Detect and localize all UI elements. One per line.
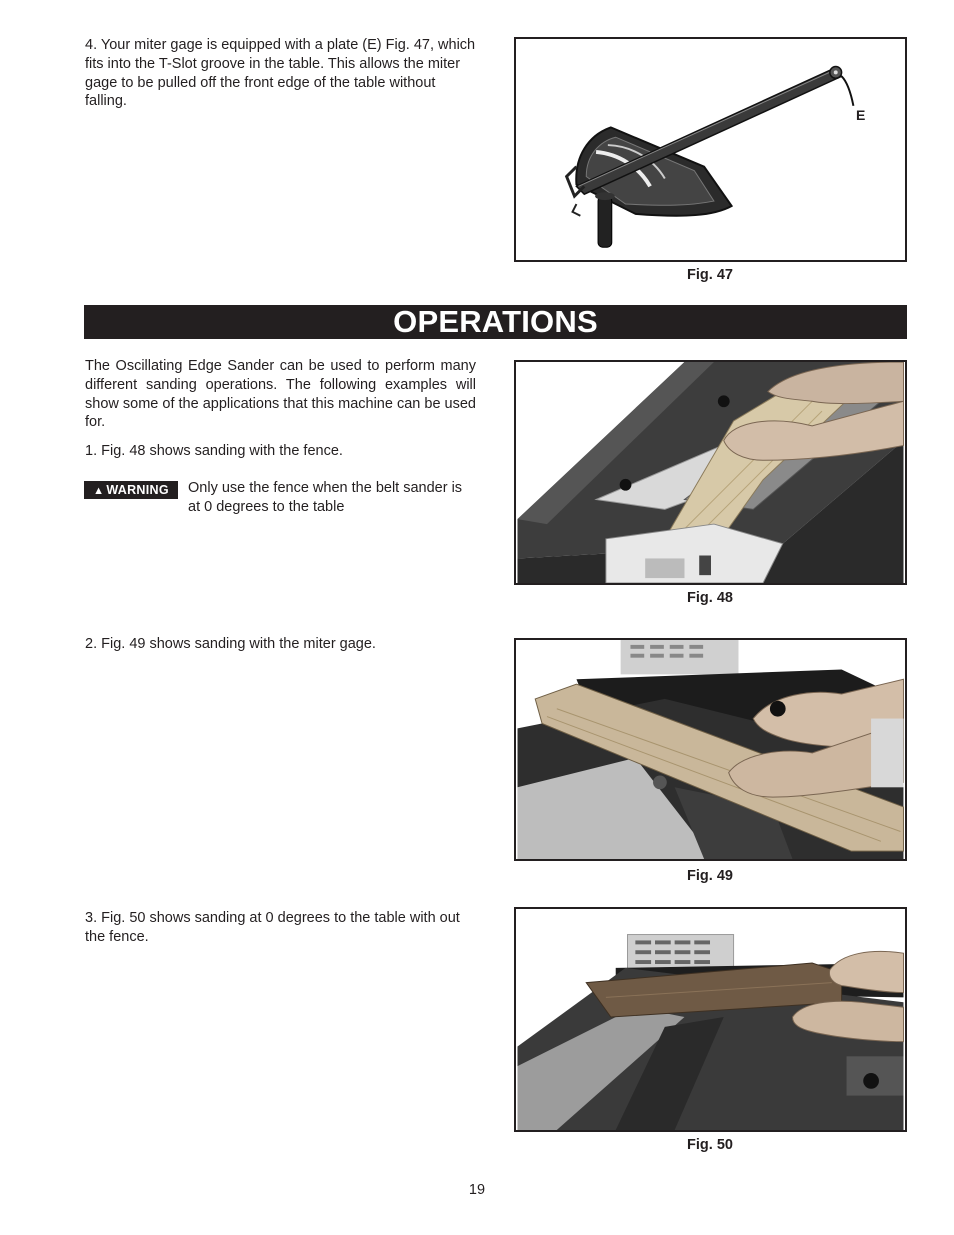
page-number: 19 <box>468 1182 486 1198</box>
step-4-text: 4. Your miter gage is equipped with a plate (E) Fig. 47, which fits into the T-Slot groove in the table. This allows the miter gage to be pulled off the front edge of the table without falling. <box>85 37 476 110</box>
warning-triangle-icon: ▲ <box>93 485 105 497</box>
warning-text: Only use the fence when the belt sander is at 0 degrees to the table <box>188 480 463 515</box>
miter-gage-illustration <box>516 39 905 260</box>
figure-47-callout-e: E <box>856 107 866 123</box>
miter-gage-sanding-illustration <box>516 640 905 859</box>
figure-48-photo <box>514 360 907 585</box>
intro-text: The Oscillating Edge Sander can be used to perform many different sanding operations. The following examples will show some of the applications that this machine can be used for. <box>85 358 476 431</box>
figure-47-miter-gage <box>514 37 907 262</box>
section-title-banner: OPERATIONS <box>84 305 907 339</box>
figure-49-photo <box>514 638 907 861</box>
fence-sanding-illustration <box>516 362 905 583</box>
figure-50-caption: Fig. 50 <box>687 1137 733 1153</box>
step-2-text: 2. Fig. 49 shows sanding with the miter gage. <box>85 636 376 652</box>
warning-badge <box>84 481 178 499</box>
zero-degree-sanding-illustration <box>516 909 905 1130</box>
step-3-text: 3. Fig. 50 shows sanding at 0 degrees to the table with out the fence. <box>85 910 460 945</box>
warning-badge-label: WARNING <box>106 483 169 497</box>
step-1-text: 1. Fig. 48 shows sanding with the fence. <box>85 443 343 459</box>
figure-50-photo <box>514 907 907 1132</box>
figure-49-caption: Fig. 49 <box>687 868 733 884</box>
figure-47-caption: Fig. 47 <box>687 267 733 283</box>
figure-48-caption: Fig. 48 <box>687 590 733 606</box>
